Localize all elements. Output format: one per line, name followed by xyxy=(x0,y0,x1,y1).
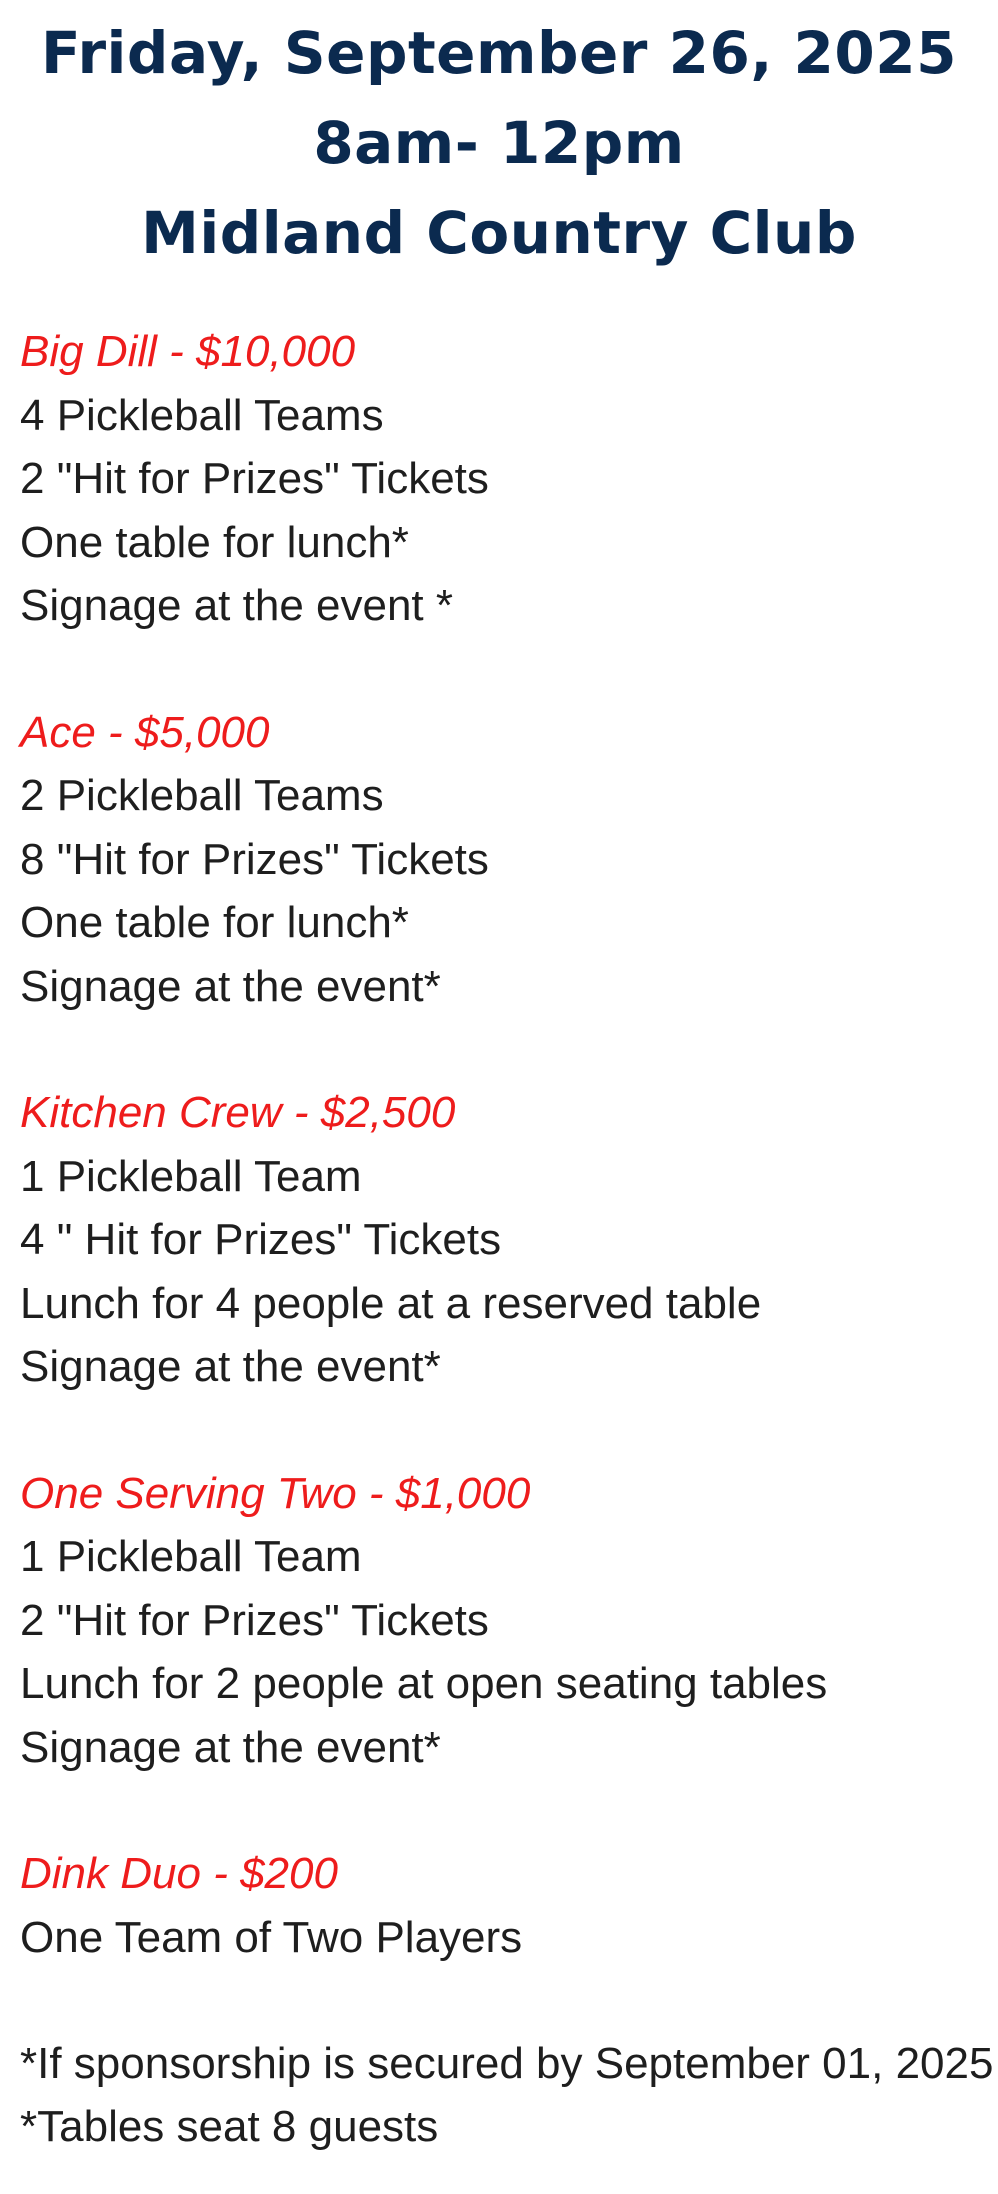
event-venue: Midland Country Club xyxy=(141,199,857,267)
tier-big-dill xyxy=(20,320,998,638)
tier-benefit: 1 Pickleball Team xyxy=(20,1532,362,1581)
tier-benefit: Lunch for 2 people at open seating tables xyxy=(20,1659,828,1708)
tier-title: One Serving Two - $1,000 xyxy=(20,1468,531,1518)
tier-benefit: One table for lunch* xyxy=(20,517,409,567)
tier-benefit: 2 "Hit for Prizes" Tickets xyxy=(20,1595,489,1645)
tier-title: Kitchen Crew - $2,500 xyxy=(20,1088,456,1137)
tier-benefit: Signage at the event* xyxy=(20,961,441,1011)
sponsorship-tiers xyxy=(0,320,998,1969)
tier-benefit: One Team of Two Players xyxy=(20,1912,523,1962)
tier-title: Dink Duo - $200 xyxy=(20,1849,338,1898)
tier-benefit: 2 "Hit for Prizes" Tickets xyxy=(20,454,489,503)
tier-title: Ace - $5,000 xyxy=(20,707,270,757)
tier-benefit: 1 Pickleball Team xyxy=(20,1151,362,1201)
tier-benefit: Signage at the event * xyxy=(20,581,453,630)
tier-title: Big Dill - $10,000 xyxy=(20,327,356,376)
tier-kitchen-crew xyxy=(20,1081,998,1399)
event-date: Friday, September 26, 2025 xyxy=(41,19,957,87)
event-header xyxy=(0,8,998,278)
footnote-deadline: *If sponsorship is secured by September 01, 2025 xyxy=(20,2038,994,2088)
footnotes xyxy=(0,2032,998,2159)
tier-one-serving-two xyxy=(20,1462,998,1780)
tier-dink-duo xyxy=(20,1842,998,1969)
event-time: 8am- 12pm xyxy=(313,109,685,177)
tier-benefit: One table for lunch* xyxy=(20,898,409,947)
tier-benefit: Signage at the event* xyxy=(20,1722,441,1772)
tier-benefit: 4 " Hit for Prizes" Tickets xyxy=(20,1215,502,1264)
footnote-table-seating: *Tables seat 8 guests xyxy=(20,2102,439,2151)
tier-benefit: 8 "Hit for Prizes" Tickets xyxy=(20,834,489,884)
tier-benefit: Lunch for 4 people at a reserved table xyxy=(20,1278,762,1328)
tier-ace xyxy=(20,701,998,1019)
tier-benefit: 4 Pickleball Teams xyxy=(20,390,384,440)
tier-benefit: Signage at the event* xyxy=(20,1342,441,1391)
tier-benefit: 2 Pickleball Teams xyxy=(20,771,384,820)
